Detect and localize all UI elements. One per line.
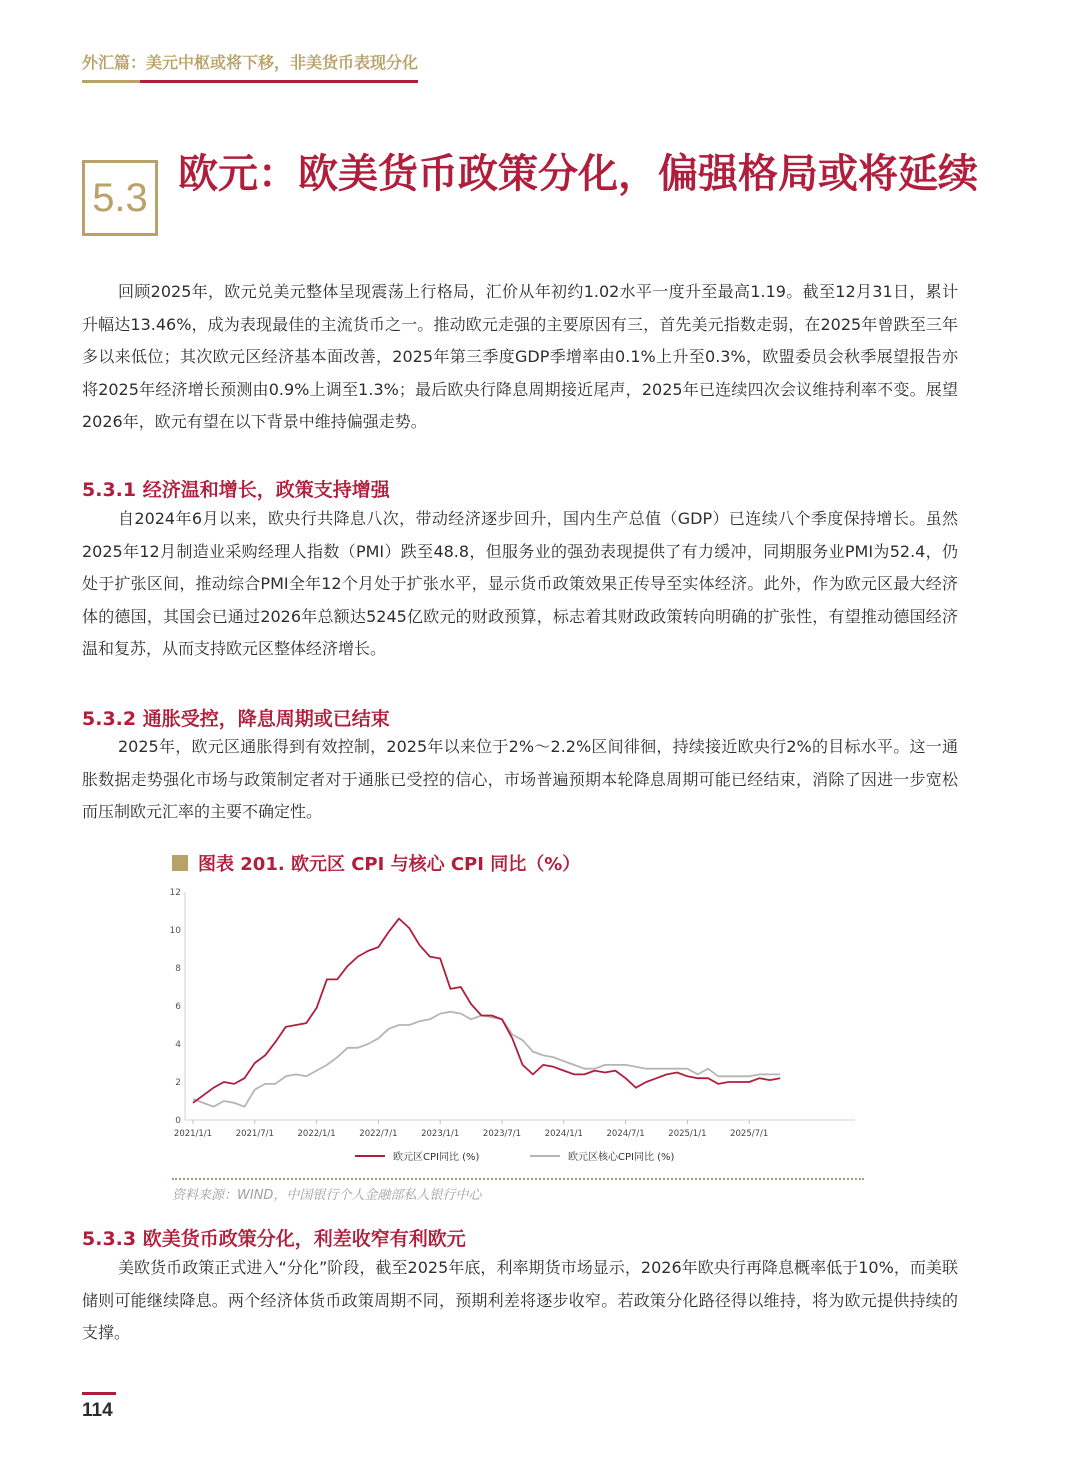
x-tick-label: 2021/7/1: [235, 1129, 274, 1139]
x-tick-label: 2023/1/1: [421, 1129, 460, 1139]
cpi-line: [193, 919, 780, 1103]
subsection-body-1: 自2024年6月以来，欧央行共降息八次，带动经济逐步回升，国内生产总值（GDP）已连续八个季度保持增长。虽然2025年12月制造业采购经理人指数（PMI）跌至48.8，但服务业的强劲表现提供了有力缓冲，同期服务业PMI为52.4，仍处于扩张区间，推动综合PMI全年12个月处于扩张水平，显示货币政策效果正传导至实体经济。此外，作为欧元区最大经济体的德国，其国会已通过2026年总额达5245亿欧元的财政预算，标志着其财政政策转向明确的扩张性，有望推动德国经济温和复苏，从而支持欧元区整体经济增长。: [82, 509, 958, 658]
subsection-body-3: 美欧货币政策正式进入“分化”阶段，截至2025年底，利率期货市场显示，2026年欧央行再降息概率低于10%，而美联储则可能继续降息。两个经济体货币政策周期不同，预期利差将逐步收窄。若政策分化路径得以维持，将为欧元提供持续的支撑。: [82, 1258, 958, 1342]
caption-square-icon: [172, 855, 188, 871]
running-header: 外汇篇：美元中枢或将下移，非美货币表现分化: [82, 53, 419, 72]
x-tick-label: 2022/7/1: [359, 1129, 398, 1139]
cpi-line-chart: [165, 880, 875, 1172]
y-tick-label: 0: [175, 1116, 181, 1126]
x-tick-label: 2024/1/1: [544, 1129, 583, 1139]
y-tick-label: 8: [175, 964, 181, 974]
header-rule-red: [140, 80, 418, 83]
section-number-box: [82, 160, 158, 236]
page-number: 114: [82, 1400, 113, 1421]
subsection-body-2: 2025年，欧元区通胀得到有效控制，2025年以来位于2%～2.2%区间徘徊，持续接近欧央行2%的目标水平。这一通胀数据走势强化市场与政策制定者对于通胀已受控的信心，市场普遍预期本轮降息周期可能已经结束，消除了因进一步宽松而压制欧元汇率的主要不确定性。: [82, 737, 958, 821]
figure-title: 图表 201. 欧元区 CPI 与核心 CPI 同比（%）: [198, 854, 581, 875]
section-title: 欧元：欧美货币政策分化，偏强格局或将延续: [178, 151, 978, 197]
x-tick-label: 2021/1/1: [173, 1129, 213, 1139]
x-tick-label: 2025/7/1: [730, 1129, 769, 1139]
legend-label: 欧元区核心CPI同比 (%): [568, 1152, 675, 1163]
y-tick-label: 12: [169, 888, 181, 898]
legend-label: 欧元区CPI同比 (%): [393, 1152, 480, 1163]
subsection-title-3: 5.3.3 欧美货币政策分化，利差收窄有利欧元: [82, 1228, 466, 1250]
x-tick-label: 2024/7/1: [606, 1129, 645, 1139]
source-divider: [172, 1178, 864, 1180]
y-tick-label: 4: [175, 1040, 181, 1050]
core-cpi-line: [193, 1012, 780, 1107]
page-number-rule: [82, 1392, 116, 1395]
header-rule-gold: [82, 80, 140, 83]
y-tick-label: 10: [169, 926, 181, 936]
subsection-title-2: 5.3.2 通胀受控，降息周期或已结束: [82, 708, 390, 730]
section-number: 5.3: [92, 175, 148, 220]
x-tick-label: 2025/1/1: [668, 1129, 707, 1139]
y-tick-label: 6: [175, 1002, 181, 1012]
x-tick-label: 2023/7/1: [482, 1129, 522, 1139]
y-tick-label: 2: [175, 1078, 181, 1088]
subsection-title-1: 5.3.1 经济温和增长，政策支持增强: [82, 479, 390, 501]
figure-source: 资料来源：WIND，中国银行个人金融部私人银行中心: [172, 1188, 482, 1203]
intro-paragraph: 回顾2025年，欧元兑美元整体呈现震荡上行格局，汇价从年初约1.02水平一度升至最高1.19。截至12月31日，累计升幅达13.46%，成为表现最佳的主流货币之一。推动欧元走强的主要原因有三，首先美元指数走弱，在2025年曾跌至三年多以来低位；其次欧元区经济基本面改善，2025年第三季度GDP季增率由0.1%上升至0.3%，欧盟委员会秋季展望报告亦将2025年经济增长预测由0.9%上调至1.3%；最后欧央行降息周期接近尾声，2025年已连续四次会议维持利率不变。展望2026年，欧元有望在以下背景中维持偏强走势。: [82, 282, 958, 431]
x-tick-label: 2022/1/1: [297, 1129, 336, 1139]
figure-caption: [172, 850, 580, 876]
